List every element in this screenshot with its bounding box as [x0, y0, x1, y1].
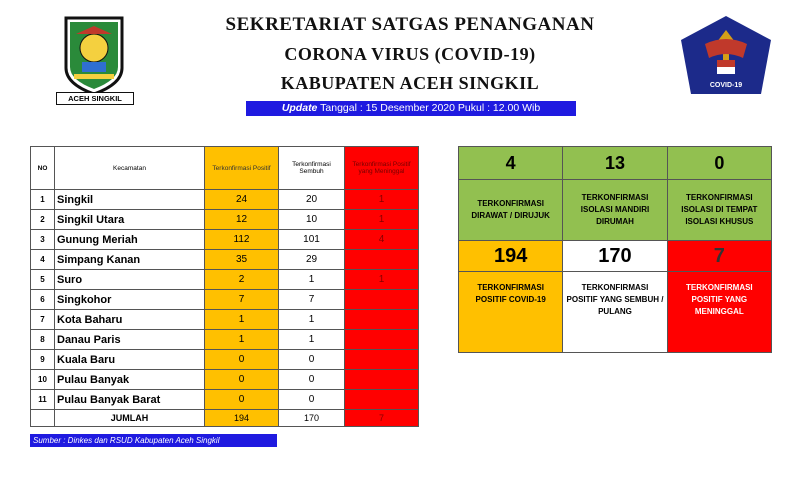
- emblem-caption: ACEH SINGKIL: [56, 92, 134, 105]
- table-row: [31, 290, 419, 310]
- row-kecamatan: Gunung Meriah: [55, 230, 205, 250]
- update-text: Tanggal : 15 Desember 2020 Pukul : 12.00 Wib: [317, 102, 541, 114]
- update-label: Update: [281, 102, 318, 114]
- summary-dirawat-value: 4: [459, 147, 563, 180]
- row-meninggal: [345, 350, 419, 370]
- summary-table: [458, 146, 772, 353]
- row-no: 11: [31, 390, 55, 410]
- row-meninggal: 4: [345, 230, 419, 250]
- table-row: [31, 330, 419, 350]
- row-no: 2: [31, 210, 55, 230]
- row-meninggal: [345, 330, 419, 350]
- row-kecamatan: Simpang Kanan: [55, 250, 205, 270]
- summary-positif-label: TERKONFIRMASI POSITIF COVID-19: [459, 272, 563, 353]
- row-positif: 12: [205, 210, 279, 230]
- row-meninggal: [345, 290, 419, 310]
- table-row: [31, 250, 419, 270]
- table-row: [31, 370, 419, 390]
- table-row: [31, 390, 419, 410]
- row-kecamatan: Kuala Baru: [55, 350, 205, 370]
- row-positif: 0: [205, 350, 279, 370]
- row-sembuh: 0: [279, 390, 345, 410]
- row-sembuh: 29: [279, 250, 345, 270]
- source-note: Sumber : Dinkes dan RSUD Kabupaten Aceh Singkil: [30, 434, 277, 447]
- table-row: [31, 210, 419, 230]
- row-sembuh: 0: [279, 350, 345, 370]
- row-meninggal: [345, 370, 419, 390]
- summary-meninggal-value: 7: [667, 241, 771, 272]
- row-no: 3: [31, 230, 55, 250]
- row-positif: 1: [205, 330, 279, 350]
- row-no: 4: [31, 250, 55, 270]
- total-positif: 194: [205, 410, 279, 427]
- summary-positif-value: 194: [459, 241, 563, 272]
- header-no: NO: [31, 147, 55, 190]
- row-kecamatan: Pulau Banyak Barat: [55, 390, 205, 410]
- summary-bottom-values: [459, 241, 772, 272]
- table-header-row: [31, 147, 419, 190]
- row-no: 8: [31, 330, 55, 350]
- row-meninggal: 1: [345, 270, 419, 290]
- row-meninggal: [345, 390, 419, 410]
- summary-dirawat-label: TERKONFIRMASI DIRAWAT / DIRUJUK: [459, 180, 563, 241]
- aceh-singkil-emblem-icon: [60, 12, 128, 104]
- table-row: [31, 190, 419, 210]
- table-total-row: [31, 410, 419, 427]
- row-positif: 35: [205, 250, 279, 270]
- summary-top-labels: [459, 180, 772, 241]
- row-positif: 7: [205, 290, 279, 310]
- cases-by-district-table: [30, 146, 419, 427]
- row-sembuh: 101: [279, 230, 345, 250]
- row-kecamatan: Singkil: [55, 190, 205, 210]
- total-label: JUMLAH: [55, 410, 205, 427]
- total-meninggal: 7: [345, 410, 419, 427]
- summary-isolasi-mandiri-value: 13: [563, 147, 667, 180]
- row-sembuh: 7: [279, 290, 345, 310]
- row-sembuh: 1: [279, 310, 345, 330]
- row-kecamatan: Kota Baharu: [55, 310, 205, 330]
- header-kecamatan: Kecamatan: [55, 147, 205, 190]
- row-sembuh: 1: [279, 270, 345, 290]
- row-meninggal: 1: [345, 210, 419, 230]
- summary-meninggal-label: TERKONFIRMASI POSITIF YANG MENINGGAL: [667, 272, 771, 353]
- row-no: 9: [31, 350, 55, 370]
- summary-sembuh-value: 170: [563, 241, 667, 272]
- row-no: 10: [31, 370, 55, 390]
- row-sembuh: 1: [279, 330, 345, 350]
- row-meninggal: 1: [345, 190, 419, 210]
- update-banner: [246, 101, 576, 116]
- row-kecamatan: Pulau Banyak: [55, 370, 205, 390]
- row-kecamatan: Suro: [55, 270, 205, 290]
- summary-sembuh-label: TERKONFIRMASI POSITIF YANG SEMBUH / PULANG: [563, 272, 667, 353]
- title-line-2: CORONA VIRUS (COVID-19): [284, 44, 536, 64]
- row-no: 5: [31, 270, 55, 290]
- header-meninggal: Terkonfirmasi Positif yang Meninggal: [345, 147, 419, 190]
- row-sembuh: 0: [279, 370, 345, 390]
- row-no: 6: [31, 290, 55, 310]
- header-positif: Terkonfirmasi Positif: [205, 147, 279, 190]
- row-positif: 24: [205, 190, 279, 210]
- row-no: 1: [31, 190, 55, 210]
- total-no: [31, 410, 55, 427]
- table-row: [31, 230, 419, 250]
- logo-caption: COVID-19: [709, 82, 743, 89]
- row-positif: 2: [205, 270, 279, 290]
- table-row: [31, 350, 419, 370]
- row-positif: 0: [205, 370, 279, 390]
- row-sembuh: 10: [279, 210, 345, 230]
- summary-isolasi-mandiri-label: TERKONFIRMASI ISOLASI MANDIRI DIRUMAH: [563, 180, 667, 241]
- row-sembuh: 20: [279, 190, 345, 210]
- row-positif: 0: [205, 390, 279, 410]
- summary-isolasi-khusus-value: 0: [667, 147, 771, 180]
- title-line-3: KABUPATEN ACEH SINGKIL: [280, 73, 540, 93]
- row-no: 7: [31, 310, 55, 330]
- title-line-1: SEKRETARIAT SATGAS PENANGANAN: [225, 14, 595, 35]
- table-row: [31, 310, 419, 330]
- total-sembuh: 170: [279, 410, 345, 427]
- row-positif: 1: [205, 310, 279, 330]
- row-kecamatan: Singkil Utara: [55, 210, 205, 230]
- row-kecamatan: Danau Paris: [55, 330, 205, 350]
- row-meninggal: [345, 310, 419, 330]
- header-sembuh: Terkonfirmasi Sembuh: [279, 147, 345, 190]
- summary-bottom-labels: [459, 272, 772, 353]
- table-row: [31, 270, 419, 290]
- row-meninggal: [345, 250, 419, 270]
- row-kecamatan: Singkohor: [55, 290, 205, 310]
- summary-isolasi-khusus-label: TERKONFIRMASI ISOLASI DI TEMPAT ISOLASI KHUSUS: [667, 180, 771, 241]
- summary-top-values: [459, 147, 772, 180]
- satgas-covid-logo-icon: [677, 14, 775, 100]
- row-positif: 112: [205, 230, 279, 250]
